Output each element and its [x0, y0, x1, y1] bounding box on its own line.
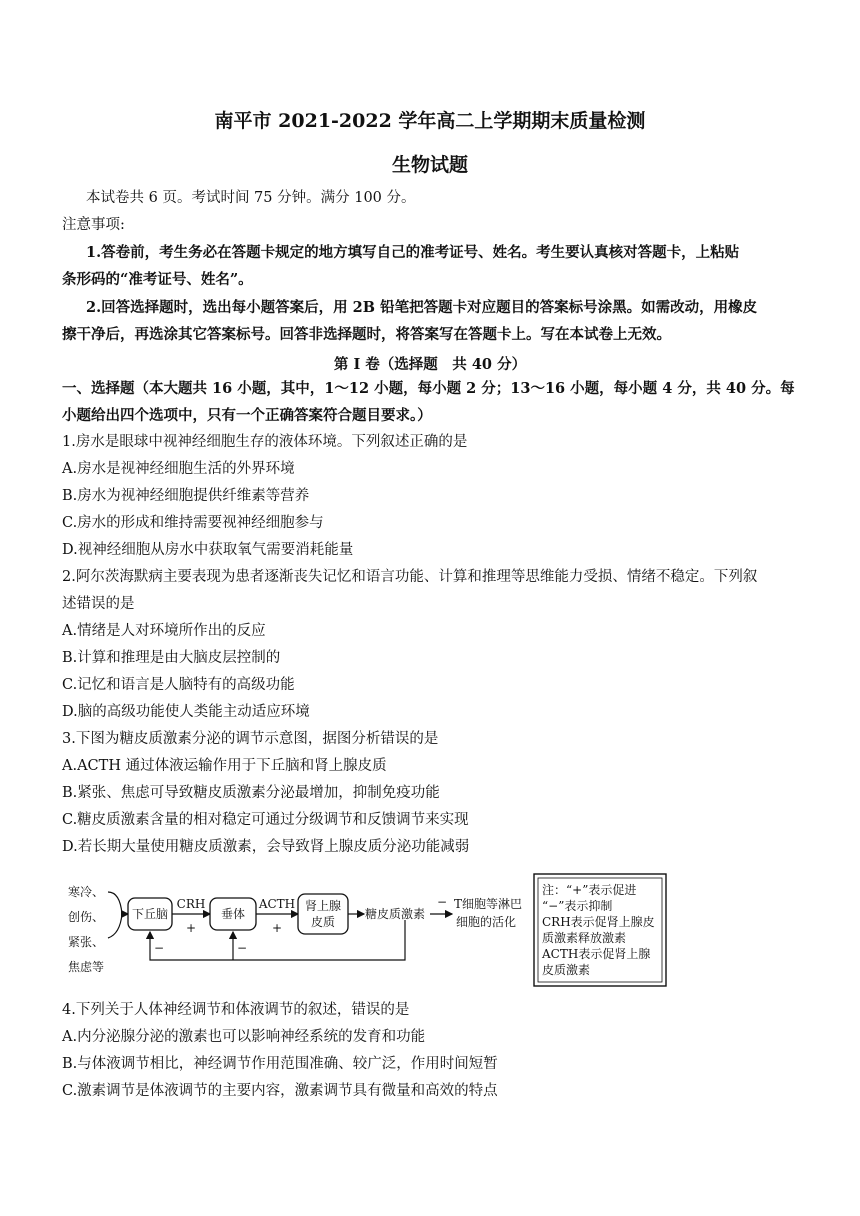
stimulus-tension: 紧张、 [68, 935, 105, 949]
q2-option-d: D.脑的高级功能使人类能主动适应环境 [62, 704, 310, 720]
stimulus-anxiety: 焦虑等 [68, 960, 105, 974]
box-adrenal-label-2: 皮质 [310, 915, 336, 929]
legend-line-6: 皮质激素 [542, 963, 591, 977]
q1-option-a: A.房水是视神经细胞生活的外界环境 [62, 461, 295, 477]
target-minus: − [437, 895, 448, 909]
q2-option-c: C.记忆和语言是人脑特有的高级功能 [62, 677, 295, 693]
q2-stem-line1: 2.阿尔茨海默病主要表现为患者逐渐丧失记忆和语言功能、计算和推理等思维能力受损、情绪不稳定。下列叙 [62, 569, 758, 585]
exam-title: 南平市 2021-2022 学年高二上学期期末质量检测 [214, 110, 646, 132]
notice-label: 注意事项: [62, 217, 125, 233]
hormone-regulation-diagram [64, 870, 674, 990]
q3-stem: 3.下图为糖皮质激素分泌的调节示意图，据图分析错误的是 [62, 731, 439, 747]
q3-option-c: C.糖皮质激素含量的相对稳定可通过分级调节和反馈调节来实现 [62, 812, 469, 828]
crh-plus: + [185, 921, 197, 935]
legend-line-5: ACTH表示促肾上腺 [542, 947, 651, 961]
stimulus-trauma: 创伤、 [68, 910, 105, 924]
legend-line-1: 注：“+”表示促进 [542, 883, 637, 897]
feedback-minus-pituitary: − [237, 941, 248, 955]
notice-1-line1: 1.答卷前，考生务必在答题卡规定的地方填写自己的准考证号、姓名。考生要认真核对答题卡，上粘贴 [86, 244, 740, 261]
stimulus-cold: 寒冷、 [68, 885, 105, 899]
q3-option-a: A.ACTH 通过体液运输作用于下丘脑和肾上腺皮质 [62, 758, 387, 774]
target-label-1: T细胞等淋巴 [454, 897, 523, 911]
box-adrenal-label-1: 肾上腺 [304, 899, 342, 913]
box-pituitary-label: 垂体 [220, 907, 246, 921]
legend-line-2: “−”表示抑制 [542, 899, 613, 913]
q1-option-b: B.房水为视神经细胞提供纤维素等营养 [62, 488, 310, 504]
feedback-minus-hypothalamus: − [154, 941, 165, 955]
hormone-label: 糖皮质激素 [365, 907, 426, 921]
box-hypothalamus-label: 下丘脑 [131, 907, 169, 921]
acth-plus: + [271, 921, 283, 935]
acth-label: ACTH [258, 897, 296, 911]
legend-line-4: 质激素释放激素 [542, 931, 627, 945]
q4-option-b: B.与体液调节相比，神经调节作用范围准确、较广泛，作用时间短暂 [62, 1056, 498, 1072]
target-label-2: 细胞的活化 [456, 915, 517, 929]
q4-option-c: C.激素调节是体液调节的主要内容，激素调节具有微量和高效的特点 [62, 1083, 498, 1099]
notice-2-line1: 2.回答选择题时，选出每小题答案后，用 2B 铅笔把答题卡对应题目的答案标号涂黑。如需改动，用橡皮 [86, 299, 758, 316]
section-instruction-line1: 一、选择题（本大题共 16 小题，其中，1～12 小题，每小题 2 分；13～16 小题，每小题 4 分，共 40 分。每 [62, 380, 795, 397]
q2-stem-line2: 述错误的是 [62, 596, 135, 612]
crh-label: CRH [176, 897, 206, 911]
q2-option-a: A.情绪是人对环境所作出的反应 [62, 623, 266, 639]
exam-info: 本试卷共 6 页。考试时间 75 分钟。满分 100 分。 [86, 190, 416, 206]
exam-subtitle: 生物试题 [391, 154, 468, 176]
q1-option-c: C.房水的形成和维持需要视神经细胞参与 [62, 515, 324, 531]
q3-option-b: B.紧张、焦虑可导致糖皮质激素分泌最增加，抑制免疫功能 [62, 785, 440, 801]
q2-option-b: B.计算和推理是由大脑皮层控制的 [62, 650, 281, 666]
q1-stem: 1.房水是眼球中视神经细胞生存的液体环境。下列叙述正确的是 [62, 434, 468, 450]
q1-option-d: D.视神经细胞从房水中获取氧气需要消耗能量 [62, 542, 354, 558]
notice-1-line2: 条形码的“准考证号、姓名”。 [62, 271, 253, 288]
q3-option-d: D.若长期大量使用糖皮质激素，会导致肾上腺皮质分泌功能减弱 [62, 839, 470, 855]
section-heading: 第 I 卷（选择题 共 40 分） [333, 356, 527, 373]
stimulus-bracket [108, 892, 122, 938]
q4-stem: 4.下列关于人体神经调节和体液调节的叙述，错误的是 [62, 1002, 410, 1018]
section-instruction-line2: 小题给出四个选项中，只有一个正确答案符合题目要求。） [62, 407, 432, 424]
legend-line-3: CRH表示促肾上腺皮 [542, 915, 655, 929]
q4-option-a: A.内分泌腺分泌的激素也可以影响神经系统的发育和功能 [62, 1029, 426, 1045]
notice-2-line2: 擦干净后，再选涂其它答案标号。回答非选择题时，将答案写在答题卡上。写在本试卷上无效。 [62, 326, 671, 343]
